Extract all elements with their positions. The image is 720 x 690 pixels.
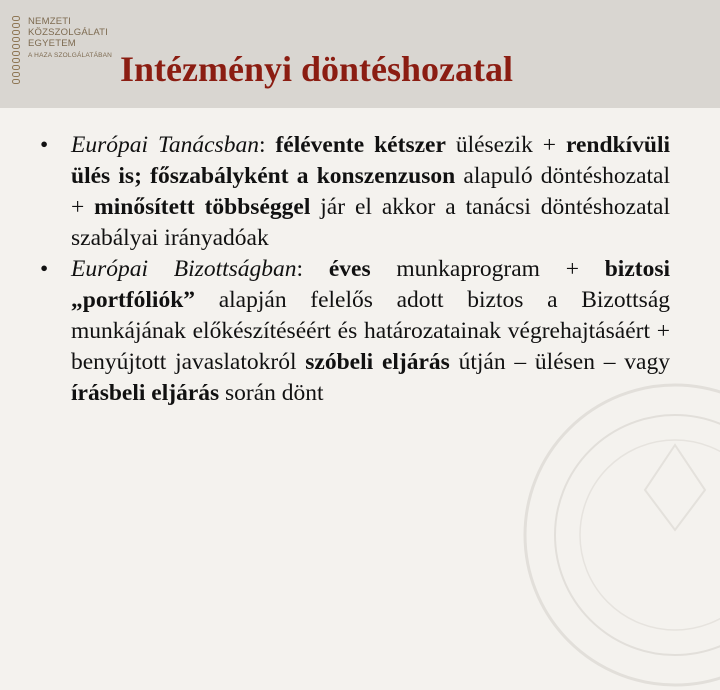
university-seal-watermark-icon <box>520 380 720 690</box>
bullet-text: írásbeli eljárás <box>71 380 220 406</box>
bullet-symbol: • <box>40 132 49 158</box>
university-logo <box>8 14 113 94</box>
bullet-text: Európai Bizottságban <box>71 256 297 282</box>
logo-ornament-icon <box>12 16 22 92</box>
bullet-text: munkaprogram + <box>370 256 605 282</box>
bullet-text: biztosi „portfóliók” <box>71 256 670 313</box>
logo-line-1: NEMZETI <box>28 16 72 27</box>
bullet-text: félévente kétszer <box>275 132 446 158</box>
bullet-text: rendkívüli ülés is; főszabályként a konszenzuson <box>71 132 671 189</box>
bullet-text: útján – ülésen – vagy <box>449 349 670 375</box>
slide-title: Intézményi döntéshozatal <box>120 49 513 89</box>
bullet-text: minősített többséggel <box>94 194 311 220</box>
logo-line-2: KÖZSZOLGÁLATI <box>28 27 109 38</box>
bullet-text: szóbeli eljárás <box>305 349 450 375</box>
logo-line-3: EGYETEM <box>28 38 76 49</box>
bullet-symbol: • <box>40 256 49 282</box>
bullet-text: ülésezik + <box>445 132 566 158</box>
bullet-item-european-commission <box>40 254 670 409</box>
bullet-item-european-council <box>40 130 670 254</box>
bullet-text: során dönt <box>219 380 324 406</box>
bullet-list <box>40 130 670 409</box>
bullet-text: Európai Tanácsban <box>71 132 259 158</box>
bullet-text: alapuló döntéshozatal + <box>71 163 671 220</box>
bullet-text: alapján felelős adott biztos a Bizottság munkájának előkészítéséért és határozatainak végrehajtásáért + benyújtott javaslatokról <box>71 287 670 375</box>
logo-subline: A HAZA SZOLGÁLATÁBAN <box>28 52 113 59</box>
bullet-text: : <box>258 132 276 158</box>
bullet-text: jár el akkor a tanácsi döntéshozatal szabályai irányadóak <box>71 194 670 251</box>
bullet-text: éves <box>328 256 371 282</box>
bullet-text: : <box>296 256 329 282</box>
header-band <box>0 0 720 108</box>
logo-text <box>28 16 118 60</box>
